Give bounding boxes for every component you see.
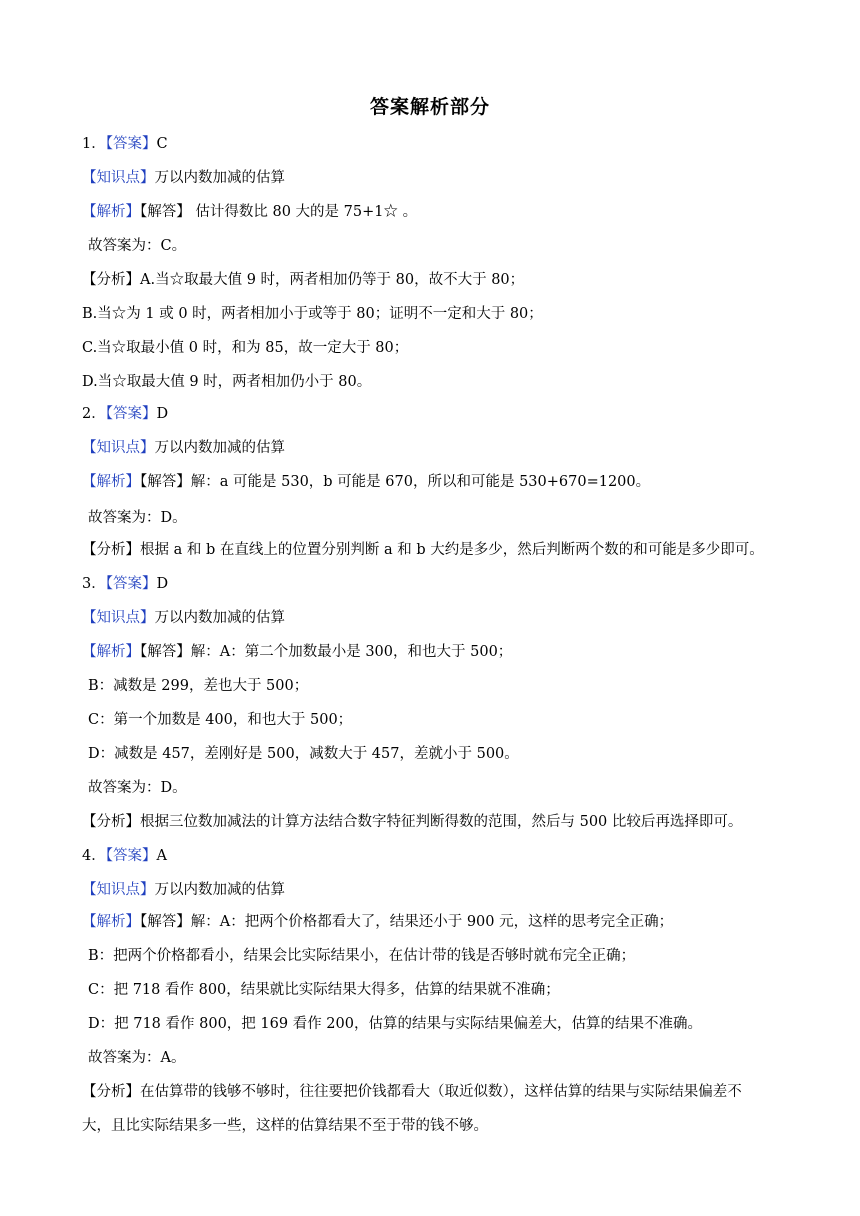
- line-text: C：把 718 看作 800，结果就比实际结果大得多，估算的结果就不准确；: [88, 982, 560, 998]
- question-number: 4．: [82, 848, 106, 864]
- section-tag: 【知识点】: [82, 882, 155, 898]
- answer-line: [82, 912, 673, 932]
- answer-line: [82, 540, 764, 560]
- line-text: B.当☆为 1 或 0 时，两者相加小于或等于 80；证明不一定和大于 80；: [82, 306, 543, 322]
- answer-line: [88, 946, 635, 966]
- line-text: C：第一个加数是 400，和也大于 500；: [88, 712, 353, 728]
- section-tag: 【知识点】: [82, 440, 155, 456]
- answer-line: [82, 168, 285, 188]
- line-text: 万以内数加减的估算: [154, 610, 285, 626]
- answer-line: [82, 574, 168, 594]
- line-text: D.当☆取最大值 9 时，两者相加仍小于 80。: [82, 374, 372, 390]
- section-tag: 【知识点】: [82, 610, 155, 626]
- section-tag: 【解析】: [82, 474, 140, 490]
- answer-line: [88, 778, 187, 798]
- line-text: 万以内数加减的估算: [154, 170, 285, 186]
- line-text: 【分析】根据 a 和 b 在直线上的位置分别判断 a 和 b 大约是多少，然后判断两个数的和可能是多少即可。: [82, 542, 764, 558]
- line-text: 故答案为：C。: [88, 238, 187, 254]
- answer-line: [82, 846, 167, 866]
- line-text: A: [156, 848, 167, 864]
- answer-line: [82, 372, 371, 392]
- answer-line: [82, 1082, 742, 1102]
- answer-line: [88, 676, 308, 696]
- answer-line: [82, 202, 417, 222]
- answer-line: [82, 338, 408, 358]
- answer-line: [82, 404, 168, 424]
- answer-line: [82, 1116, 488, 1136]
- answer-line: [82, 270, 524, 290]
- line-text: D：把 718 看作 800，把 169 看作 200，估算的结果与实际结果偏差大，估算的结果不准确。: [88, 1016, 702, 1032]
- answer-line: [88, 508, 187, 528]
- section-tag: 【答案】: [105, 136, 157, 152]
- section-tag: 【答案】: [105, 406, 157, 422]
- section-tag: 【解析】: [82, 914, 140, 930]
- answer-line: [88, 710, 352, 730]
- line-text: 【解答】解：A：把两个价格都看大了，结果还小于 900 元，这样的思考完全正确；: [140, 914, 674, 930]
- line-text: 故答案为：D。: [88, 780, 187, 796]
- answer-line: [88, 980, 560, 1000]
- line-text: D：减数是 457，差刚好是 500，减数大于 457，差就小于 500。: [88, 746, 519, 762]
- page-title: 答案解析部分: [369, 96, 490, 118]
- answer-line: [88, 1048, 185, 1068]
- section-tag: 【解析】: [82, 644, 140, 660]
- question-number: 1．: [82, 136, 106, 152]
- line-text: 【分析】在估算带的钱够不够时，往往要把价钱都看大（取近似数），这样估算的结果与实际结果偏差不: [82, 1084, 742, 1100]
- answer-line: [82, 304, 543, 324]
- line-text: 【解答】 估计得数比 80 大的是 75+1☆ 。: [140, 204, 418, 220]
- answer-line: [82, 608, 285, 628]
- line-text: B：把两个价格都看小，结果会比实际结果小，在估计带的钱是否够时就布完全正确；: [88, 948, 636, 964]
- answer-line: [82, 642, 512, 662]
- line-text: 万以内数加减的估算: [154, 882, 285, 898]
- section-tag: 【知识点】: [82, 170, 155, 186]
- line-text: 【解答】解：a 可能是 530，b 可能是 670，所以和可能是 530+670=1200。: [140, 474, 651, 490]
- answer-line: [82, 134, 168, 154]
- line-text: 【分析】根据三位数加减法的计算方法结合数字特征判断得数的范围，然后与 500 比较后再选择即可。: [82, 814, 743, 830]
- line-text: 【解答】解：A：第二个加数最小是 300，和也大于 500；: [140, 644, 513, 660]
- line-text: C.当☆取最小值 0 时，和为 85，故一定大于 80；: [82, 340, 409, 356]
- answer-line: [82, 472, 650, 492]
- line-text: D: [156, 576, 169, 592]
- answer-line: [82, 880, 285, 900]
- line-text: 大，且比实际结果多一些，这样的估算结果不至于带的钱不够。: [82, 1118, 488, 1134]
- line-text: 万以内数加减的估算: [154, 440, 285, 456]
- answer-line: [88, 744, 519, 764]
- line-text: 故答案为：A。: [88, 1050, 186, 1066]
- answer-line: [88, 236, 186, 256]
- line-text: 【分析】A.当☆取最大值 9 时，两者相加仍等于 80，故不大于 80；: [82, 272, 525, 288]
- question-number: 3．: [82, 576, 106, 592]
- line-text: C: [156, 136, 168, 152]
- answer-line: [88, 1014, 702, 1034]
- answer-line: [82, 812, 742, 832]
- section-tag: 【解析】: [82, 204, 140, 220]
- line-text: 故答案为：D。: [88, 510, 187, 526]
- line-text: B：减数是 299，差也大于 500；: [88, 678, 309, 694]
- line-text: D: [156, 406, 169, 422]
- section-tag: 【答案】: [105, 576, 157, 592]
- section-tag: 【答案】: [105, 848, 157, 864]
- answer-line: [82, 438, 285, 458]
- question-number: 2．: [82, 406, 106, 422]
